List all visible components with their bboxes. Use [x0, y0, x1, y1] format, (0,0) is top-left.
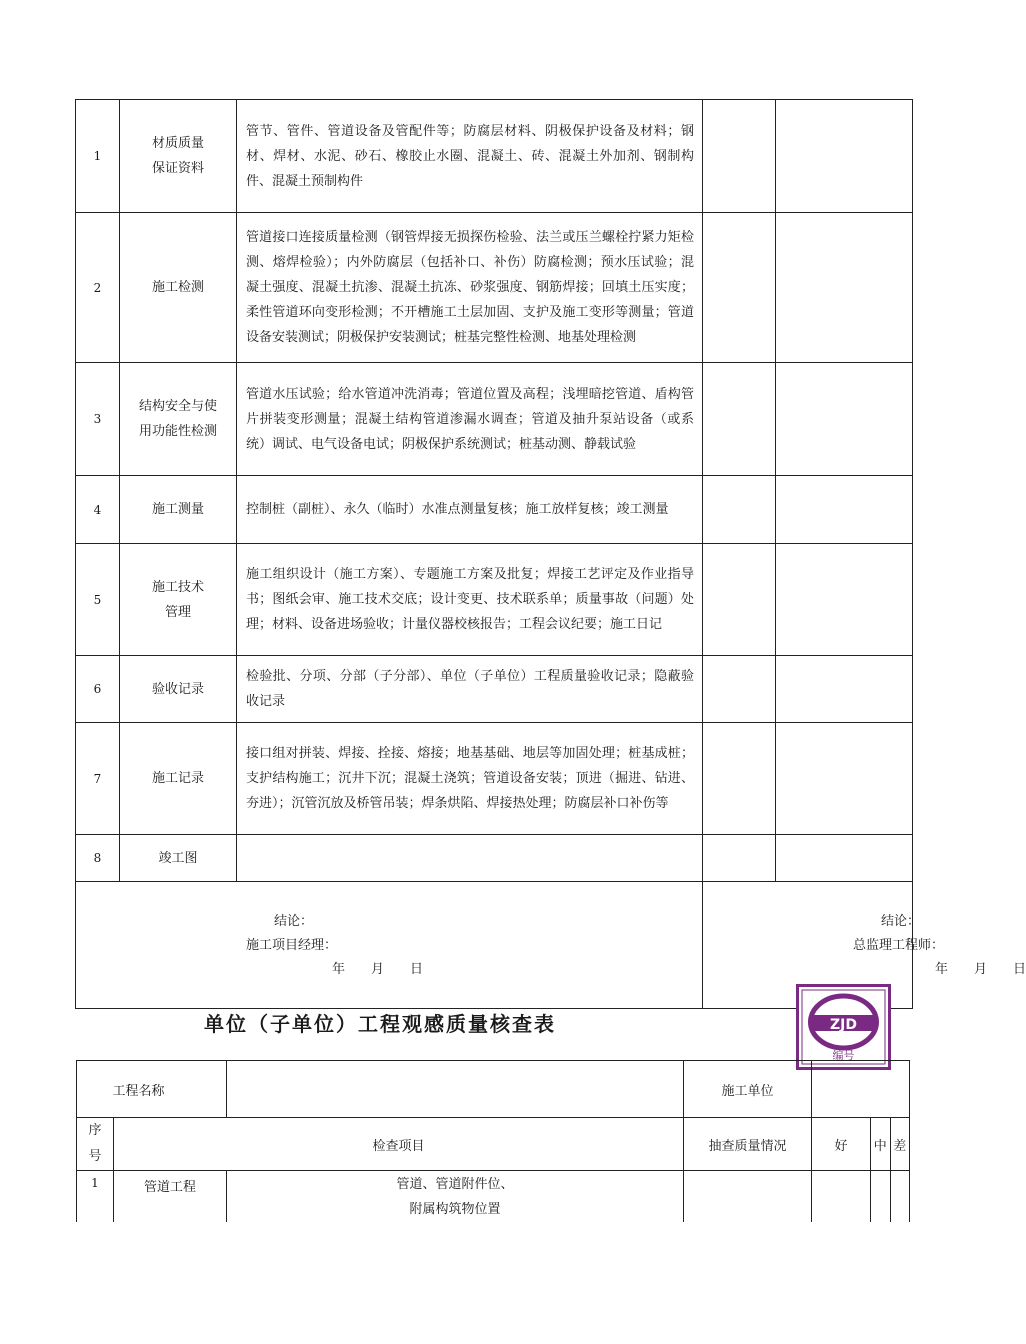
- remark-cell: [776, 723, 913, 835]
- check-item-line: 附属构筑物位置: [409, 1202, 501, 1217]
- table-row: [76, 656, 913, 723]
- contractor-field[interactable]: [812, 1061, 910, 1118]
- medium-header: 中: [871, 1118, 890, 1171]
- item-name-line: 施工检测: [151, 280, 204, 295]
- conclusion-label: 结论：: [881, 914, 921, 929]
- item-name: [120, 835, 237, 882]
- sampling-cell[interactable]: [684, 1171, 812, 1223]
- conclusion-label: 结论：: [274, 914, 314, 929]
- checklist-table: [75, 99, 1026, 1009]
- row-number: 7: [76, 723, 120, 835]
- remark-cell: [776, 476, 913, 544]
- item-content: 接口组对拼装、焊接、拴接、熔接；地基基础、地层等加固处理；桩基成桩；支护结构施工；沉井下沉；混凝土浇筑；管道设备安装；顶进（掘进、钻进、夯进）；沉管沉放及桥管吊装；焊条烘陷、焊接热处理；防腐层补口补伤等: [237, 723, 703, 835]
- count-cell: [703, 656, 776, 723]
- column-header-row: [77, 1118, 910, 1171]
- item-content: 管道水压试验；给水管道冲洗消毒；管道位置及高程；浅埋暗挖管道、盾构管片拼装变形测量；混凝土结构管道渗漏水调查；管道及抽升泵站设备（或系统）调试、电气设备电试；阴极保护系统测试；桩基动测、静载试验: [237, 363, 703, 476]
- check-item-line: 管道、管道附件位、: [396, 1177, 514, 1192]
- item-name: [120, 656, 237, 723]
- item-name-line: 用功能性检测: [138, 424, 217, 439]
- date-label: 年 月 日: [935, 962, 1026, 977]
- seq-header-line: 序: [88, 1123, 102, 1138]
- item-name-line: 竣工图: [158, 850, 198, 866]
- table-row: [76, 476, 913, 544]
- table-row: [76, 213, 913, 363]
- item-name-line: 保证资料: [151, 161, 204, 176]
- count-cell: [703, 100, 776, 213]
- signoff-row: [76, 882, 913, 1009]
- count-cell: [703, 544, 776, 656]
- item-name: [120, 476, 237, 544]
- item-name-line: 施工测量: [151, 502, 204, 517]
- poor-header: 差: [890, 1118, 909, 1171]
- row-number: 1: [77, 1171, 114, 1223]
- item-name: [120, 100, 237, 213]
- project-manager-label: 施工项目经理：: [246, 938, 338, 953]
- item-name-line: 施工记录: [151, 771, 204, 786]
- project-name-label: 工程名称: [77, 1061, 227, 1118]
- item-name: [120, 363, 237, 476]
- sampling-quality-header: 抽查质量情况: [684, 1118, 812, 1171]
- item-content: 施工组织设计（施工方案）、专题施工方案及批复；焊接工艺评定及作业指导书；图纸会审、施工技术交底；设计变更、技术联系单；质量事故（问题）处理；材料、设备进场验收；计量仪器校核报告；工程会议纪要；施工日记: [237, 544, 703, 656]
- remark-cell: [776, 100, 913, 213]
- count-cell: [703, 835, 776, 882]
- good-header: 好: [812, 1118, 871, 1171]
- row-number: 6: [76, 656, 120, 723]
- row-number: 1: [76, 100, 120, 213]
- row-number: 4: [76, 476, 120, 544]
- form-title: 单位（子单位）工程观感质量核查表: [204, 1012, 556, 1036]
- remark-cell: [776, 213, 913, 363]
- date-label: 年 月 日: [332, 962, 424, 977]
- item-name: [120, 723, 237, 835]
- contractor-signoff-block: [76, 910, 702, 982]
- item-name-line: 验收记录: [151, 681, 204, 697]
- item-name: [120, 213, 237, 363]
- row-number: 8: [76, 835, 120, 882]
- item-content: 管道接口连接质量检测（钢管焊接无损探伤检验、法兰或压兰螺栓拧紧力矩检测、熔焊检验）；内外防腐层（包括补口、补伤）防腐检测；预水压试验；混凝土强度、混凝土抗渗、混凝土抗冻、砂浆强度、钢筋焊接；回填土压实度；柔性管道环向变形检测；不开槽施工土层加固、支护及施工变形等测量；管道设备安装测试；阴极保护安装测试；桩基完整性检测、地基处理检测: [237, 213, 703, 363]
- contractor-signoff: [76, 882, 703, 1009]
- chief-supervisor-label: 总监理工程师：: [853, 938, 945, 953]
- table-row: [77, 1171, 910, 1223]
- poor-cell[interactable]: [890, 1171, 909, 1223]
- seq-header: [77, 1118, 114, 1171]
- row-number: 5: [76, 544, 120, 656]
- count-cell: [703, 723, 776, 835]
- item-content: [237, 835, 703, 882]
- category-cell: 管道工程: [114, 1171, 227, 1223]
- item-content: 管节、管件、管道设备及管配件等；防腐层材料、阴极保护设备及材料；钢材、焊材、水泥、砂石、橡胶止水圈、混凝土、砖、混凝土外加剂、钢制构件、混凝土预制构件: [237, 100, 703, 213]
- remark-cell: [776, 656, 913, 723]
- table-row: [76, 100, 913, 213]
- supervisor-signoff-block: [703, 910, 1026, 982]
- contractor-label: 施工单位: [684, 1061, 812, 1118]
- item-name-line: 材质质量: [151, 136, 204, 151]
- appearance-quality-table: [76, 1060, 910, 1222]
- table-row: [76, 835, 913, 882]
- row-number: 3: [76, 363, 120, 476]
- project-name-field[interactable]: [227, 1061, 684, 1118]
- item-name: [120, 544, 237, 656]
- item-content: 检验批、分项、分部（子分部）、单位（子单位）工程质量验收记录；隐蔽验收记录: [237, 656, 703, 723]
- good-cell[interactable]: [812, 1171, 871, 1223]
- remark-cell: [776, 835, 913, 882]
- table-row: [76, 544, 913, 656]
- header-row: [77, 1061, 910, 1118]
- count-cell: [703, 363, 776, 476]
- medium-cell[interactable]: [871, 1171, 890, 1223]
- seq-header-line: 号: [88, 1149, 102, 1164]
- item-name-line: 管理: [164, 604, 191, 620]
- table-row: [76, 723, 913, 835]
- item-content: 控制桩（副桩）、永久（临时）水准点测量复核；施工放样复核；竣工测量: [237, 476, 703, 544]
- remark-cell: [776, 544, 913, 656]
- count-cell: [703, 213, 776, 363]
- table-row: [76, 363, 913, 476]
- zjd-stamp-logo: [796, 984, 891, 1070]
- count-cell: [703, 476, 776, 544]
- check-item-cell: [227, 1171, 684, 1223]
- stamp-letters: ZJD: [830, 1017, 857, 1033]
- item-name-line: 施工技术: [151, 579, 204, 595]
- row-number: 2: [76, 213, 120, 363]
- item-name-line: 结构安全与使: [138, 399, 217, 414]
- stamp-number-label: 编号: [832, 1049, 855, 1062]
- remark-cell: [776, 363, 913, 476]
- check-item-header: 检查项目: [114, 1118, 684, 1171]
